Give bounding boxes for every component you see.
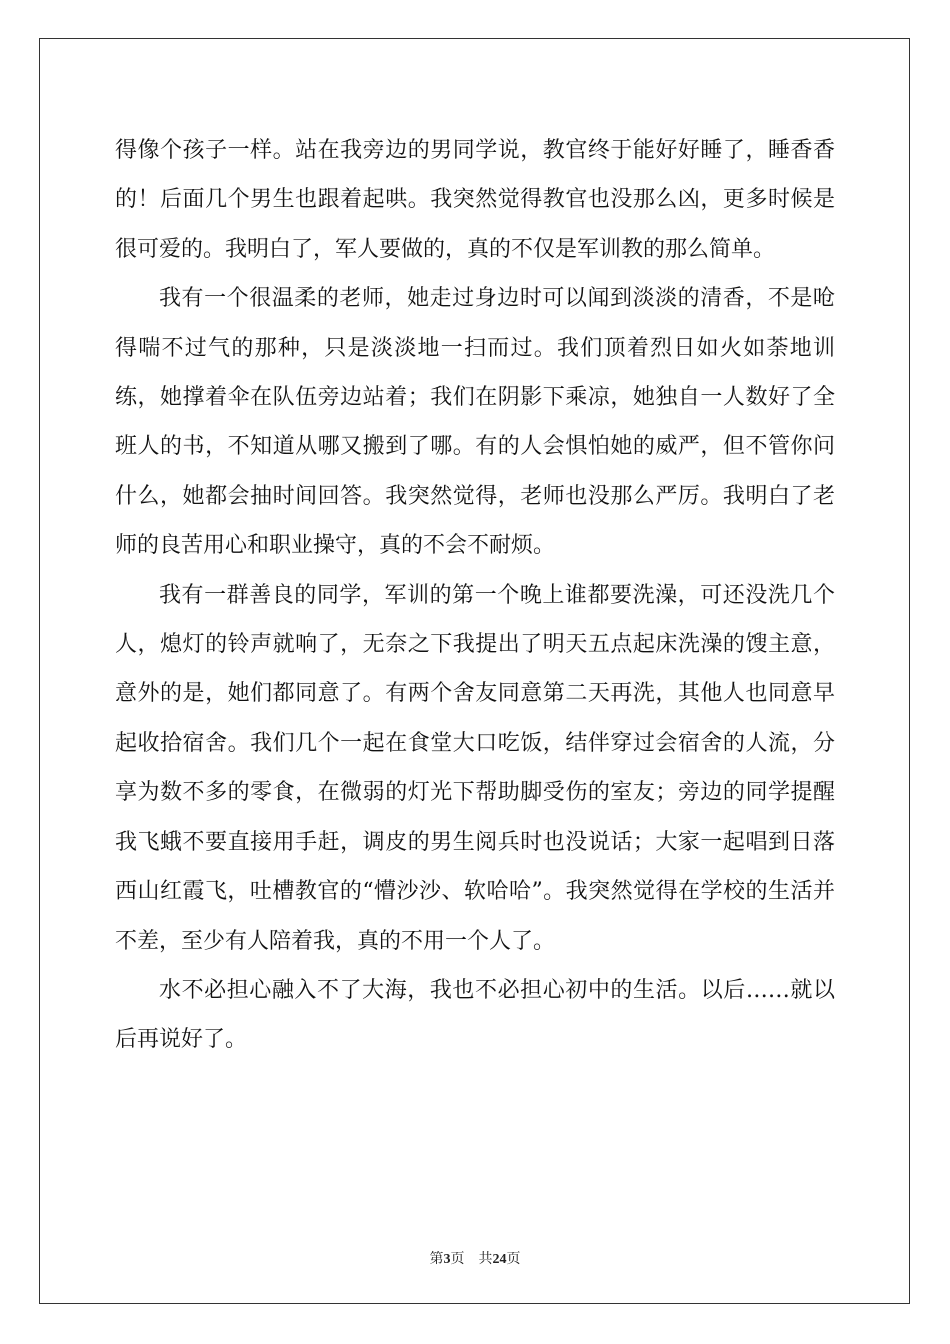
page-suffix: 页: [450, 1251, 465, 1267]
page-footer: [0, 1248, 950, 1268]
total-suffix: 页: [506, 1251, 521, 1267]
document-body: [115, 126, 835, 1065]
page-prefix: 第: [429, 1251, 444, 1267]
paragraph-4: 水不必担心融入不了大海，我也不必担心初中的生活。以后……就以后再说好了。: [115, 977, 835, 1053]
current-page-number: 3: [443, 1252, 451, 1267]
paragraph-3: 我有一群善良的同学，军训的第一个晚上谁都要洗澡，可还没洗几个人，熄灯的铃声就响了，无奈之下我提出了明天五点起床洗澡的馊主意，意外的是，她们都同意了。有两个舍友同意第二天再洗，其他人也同意早起收拾宿舍。我们几个一起在食堂大口吃饭，结伴穿过会宿舍的人流，分享为数不多的零食，在微弱的灯光下帮助脚受伤的室友；旁边的同学提醒我飞蛾不要直接用手赶，调皮的男生阅兵时也没说话；大家一起唱到日落西山红霞飞，吐槽教官的“懵沙沙、软哈哈”。我突然觉得在学校的生活并不差，至少有人陪着我，真的不用一个人了。: [115, 582, 835, 954]
paragraph-2: 我有一个很温柔的老师，她走过身边时可以闻到淡淡的清香，不是呛得喘不过气的那种，只是淡淡地一扫而过。我们顶着烈日如火如荼地训练，她撑着伞在队伍旁边站着；我们在阴影下乘凉，她独自一人数好了全班人的书，不知道从哪又搬到了哪。有的人会惧怕她的威严，但不管你问什么，她都会抽时间回答。我突然觉得，老师也没那么严厉。我明白了老师的良苦用心和职业操守，真的不会不耐烦。: [115, 286, 835, 559]
total-prefix: 共: [478, 1251, 493, 1267]
total-page-number: 24: [492, 1252, 507, 1267]
paragraph-1: 得像个孩子一样。站在我旁边的男同学说，教官终于能好好睡了，睡香香的！后面几个男生也跟着起哄。我突然觉得教官也没那么凶，更多时候是很可爱的。我明白了，军人要做的，真的不仅是军训教的那么简单。: [115, 138, 835, 262]
